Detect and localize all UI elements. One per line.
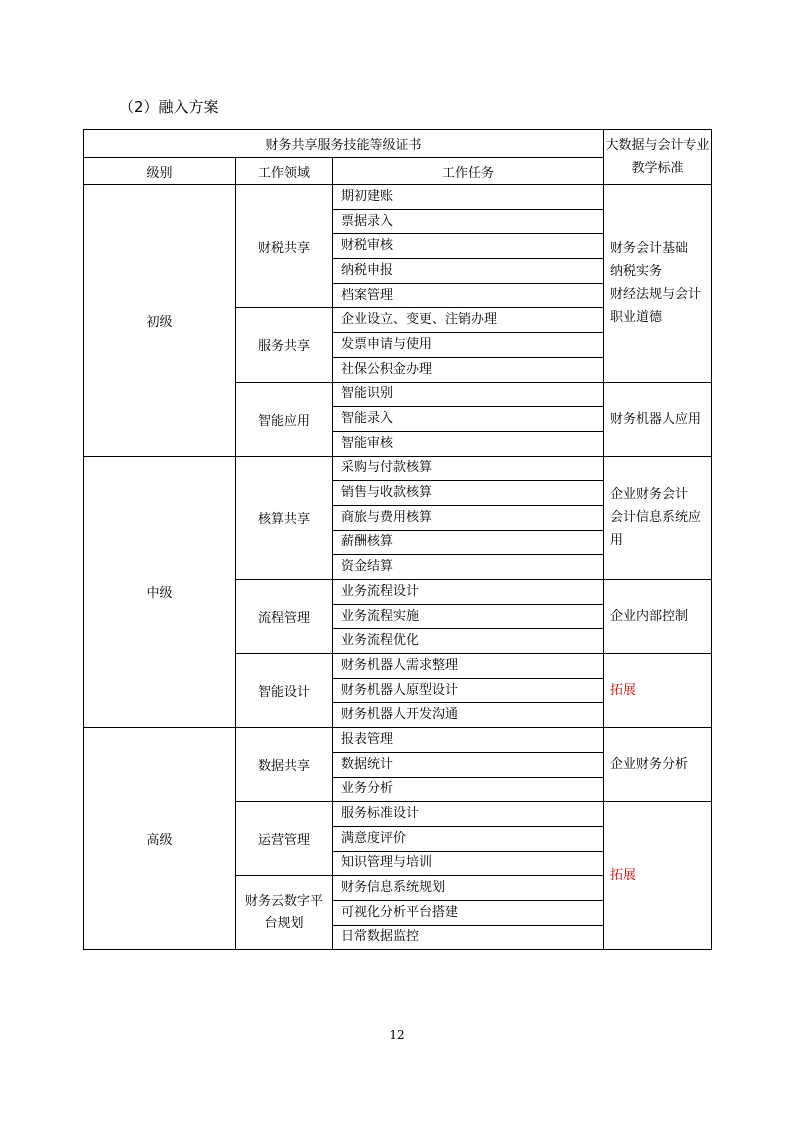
task-cell: 资金结算 (333, 555, 604, 580)
domain-cell: 财务云数字平台规划 (236, 876, 333, 950)
task-cell: 业务分析 (333, 777, 604, 802)
domain-cell: 流程管理 (236, 580, 333, 654)
task-cell: 智能录入 (333, 407, 604, 432)
task-cell: 销售与收款核算 (333, 481, 604, 506)
task-cell: 服务标准设计 (333, 802, 604, 827)
domain-cell: 运营管理 (236, 802, 333, 876)
task-cell: 商旅与费用核算 (333, 505, 604, 530)
task-cell: 业务流程优化 (333, 629, 604, 654)
level-cell: 初级 (84, 185, 236, 457)
task-cell: 智能审核 (333, 431, 604, 456)
integration-table (83, 129, 712, 950)
task-cell: 财务信息系统规划 (333, 876, 604, 901)
task-cell: 满意度评价 (333, 826, 604, 851)
standard-cell: 财务会计基础 纳税实务 财经法规与会计职业道德 (604, 185, 712, 383)
domain-cell: 财税共享 (236, 185, 333, 308)
standard-title-cell: 大数据与会计专业教学标准 (604, 130, 712, 185)
standard-cell-extension: 拓展 (604, 654, 712, 728)
standard-cell-extension: 拓展 (604, 802, 712, 950)
task-cell: 档案管理 (333, 283, 604, 308)
task-cell: 财务机器人原型设计 (333, 678, 604, 703)
task-cell: 薪酬核算 (333, 530, 604, 555)
standard-cell: 企业财务会计 会计信息系统应用 (604, 456, 712, 579)
task-cell: 日常数据监控 (333, 925, 604, 950)
page-number: 12 (389, 1028, 405, 1042)
task-cell: 采购与付款核算 (333, 456, 604, 481)
task-cell: 财务机器人需求整理 (333, 654, 604, 679)
domain-cell: 核算共享 (236, 456, 333, 579)
task-cell: 知识管理与培训 (333, 851, 604, 876)
task-cell: 纳税申报 (333, 259, 604, 284)
domain-cell: 服务共享 (236, 308, 333, 382)
task-cell: 企业设立、变更、注销办理 (333, 308, 604, 333)
domain-cell: 数据共享 (236, 728, 333, 802)
task-cell: 社保公积金办理 (333, 357, 604, 382)
col-task-header: 工作任务 (333, 158, 604, 185)
standard-cell: 财务机器人应用 (604, 382, 712, 456)
task-cell: 发票申请与使用 (333, 333, 604, 358)
standard-cell: 企业财务分析 (604, 728, 712, 802)
task-cell: 数据统计 (333, 752, 604, 777)
task-cell: 财务机器人开发沟通 (333, 703, 604, 728)
level-cell: 中级 (84, 456, 236, 728)
task-cell: 期初建账 (333, 185, 604, 210)
cert-title-cell: 财务共享服务技能等级证书 (84, 130, 604, 158)
section-heading: （2）融入方案 (119, 98, 219, 116)
domain-cell: 智能设计 (236, 654, 333, 728)
level-cell: 高级 (84, 728, 236, 950)
task-cell: 票据录入 (333, 209, 604, 234)
task-cell: 智能识别 (333, 382, 604, 407)
task-cell: 报表管理 (333, 728, 604, 753)
task-cell: 可视化分析平台搭建 (333, 900, 604, 925)
standard-cell: 企业内部控制 (604, 580, 712, 654)
task-cell: 业务流程设计 (333, 580, 604, 605)
task-cell: 财税审核 (333, 234, 604, 259)
col-level-header: 级别 (84, 158, 236, 185)
col-domain-header: 工作领域 (236, 158, 333, 185)
domain-cell: 智能应用 (236, 382, 333, 456)
task-cell: 业务流程实施 (333, 604, 604, 629)
